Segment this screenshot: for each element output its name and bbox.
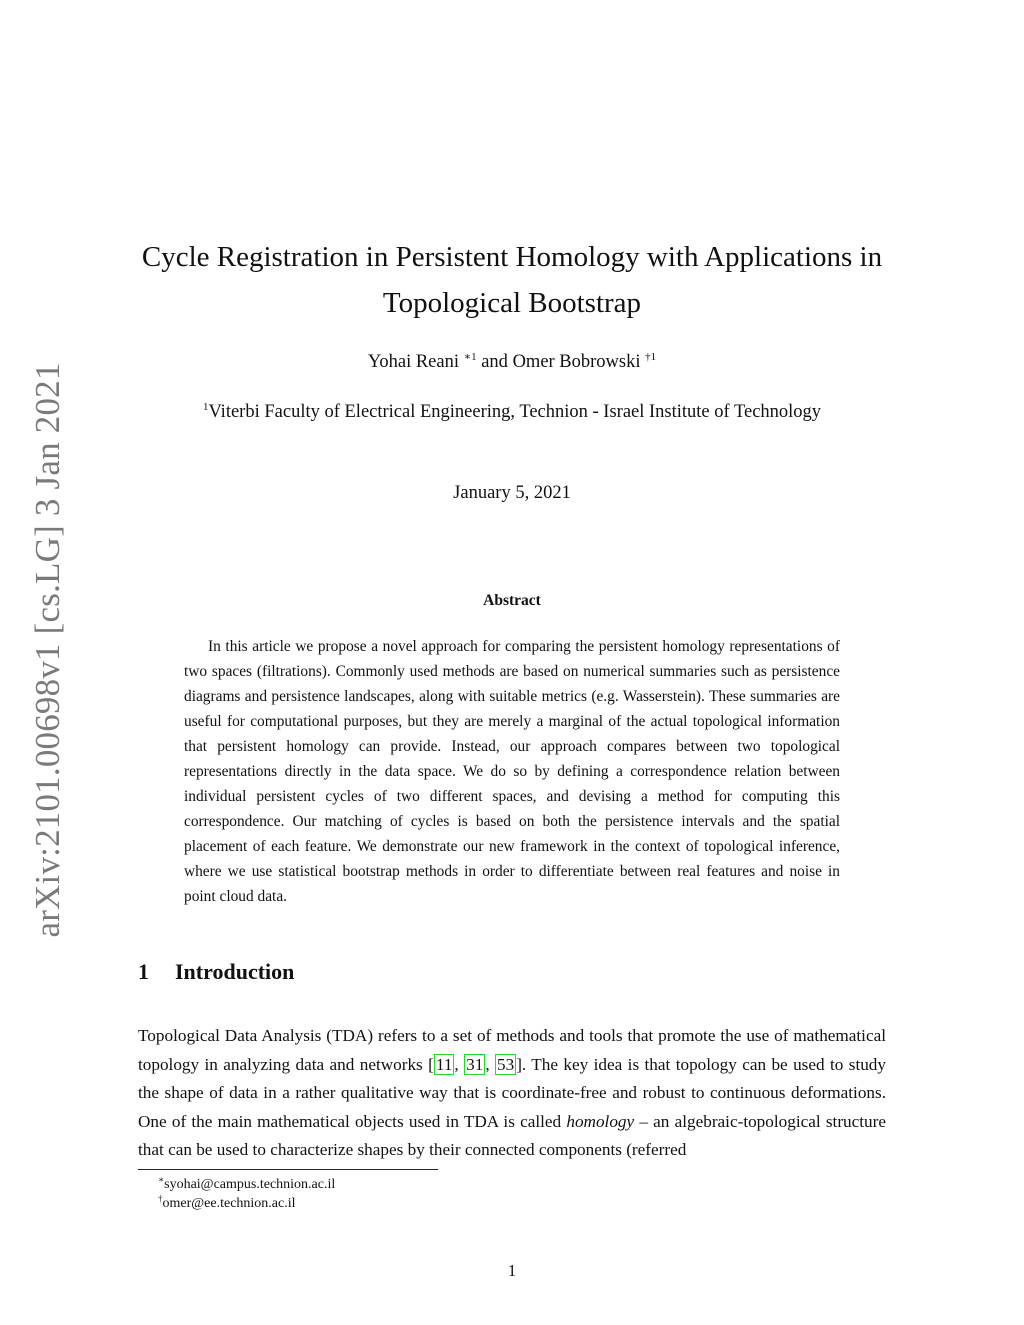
footnote-rule [138,1169,438,1170]
author-2-marks: †1 [645,350,657,363]
footnote-mark: ∗ [158,1174,165,1185]
footnote-email[interactable]: syohai@campus.technion.ac.il [164,1177,336,1192]
section-title: Introduction [175,959,295,984]
citation-link-53[interactable]: 53 [497,1054,515,1074]
citation-link-31[interactable]: 31 [466,1054,484,1074]
intro-text-end: – an algebraic-topological structure that can be used to characterize shapes by their connected components (referred [138,1111,886,1159]
author-conjunction: and [481,352,508,372]
abstract-text: In this article we propose a novel approach for comparing the persistent homology representations of two spaces (filtrations). Commonly used methods are based on numerical summaries such as persistence diagrams and persistence landscapes, along with suitable metrics (e.g. Wasserstein). These summaries are useful for computational purposes, but they are merely a marginal of the actual topological information that persistent homology can provide. Instead, our approach compares between two topological representations directly in the data space. We do so by defining a correspondence relation between individual persistent cycles of two different spaces, and devising a method for computing this correspondence. Our matching of cycles is based on both the persistence intervals and the spatial placement of each feature. We demonstrate our new framework in the context of topological inference, where we use statistical bootstrap methods in order to differentiate between real features and noise in point cloud data. [184,638,840,905]
footnote-email[interactable]: omer@ee.technion.ac.il [162,1196,296,1211]
affiliation-text: Viterbi Faculty of Electrical Engineering, Technion - Israel Institute of Technology [208,402,822,422]
intro-emphasis: homology [566,1111,635,1131]
paper-date: January 5, 2021 [453,483,571,503]
title-line-1: Cycle Registration in Persistent Homology with Applications in [141,241,883,273]
footnote-mark: † [158,1193,163,1204]
arxiv-stamp-text: arXiv:2101.00698v1 [cs.LG] 3 Jan 2021 [28,362,67,938]
affiliation-mark: 1 [202,400,209,413]
paper-title [100,234,924,326]
intro-text-start: Topological Data Analysis (TDA) refers to a set of methods and tools that promote the use of mathematical topology in analyzing data and networks [ [138,1026,886,1074]
page-number: 1 [507,1261,517,1280]
affiliation [100,402,924,423]
footnote-item [158,1175,335,1194]
footnotes [158,1175,335,1213]
section-number: 1 [138,959,149,984]
authors [100,352,924,373]
title-line-2: Topological Bootstrap [382,287,642,319]
intro-paragraph: Topological Data Analysis (TDA) refers to a set of methods and tools that promote the use of mathematical topology in analyzing data and networks [ 11 , 31 , 53 ]. The key idea is that topology can be used to study the shape of data in a rather qualitative way that is coordinate-free and robust to continuous deformations. One of the main mathematical objects used in TDA is called homology – an algebraic-topological structure that can be used to characterize shapes by their connected components (referred [138,1026,886,1159]
author-2: Omer Bobrowski [512,352,641,372]
intro-text-middle: ]. The key idea is that topology can be used to study the shape of data in a rather qualitative way that is coordinate-free and robust to continuous deformations. One of the main mathematical objects used in TDA is called [138,1054,886,1131]
footnote-item [158,1194,335,1213]
section-heading-introduction [138,959,294,985]
abstract-heading: Abstract [483,592,541,609]
abstract [184,634,840,909]
author-1-marks: ∗1 [463,350,477,363]
citation-link-11[interactable]: 11 [435,1054,453,1074]
author-1: Yohai Reani [367,352,459,372]
